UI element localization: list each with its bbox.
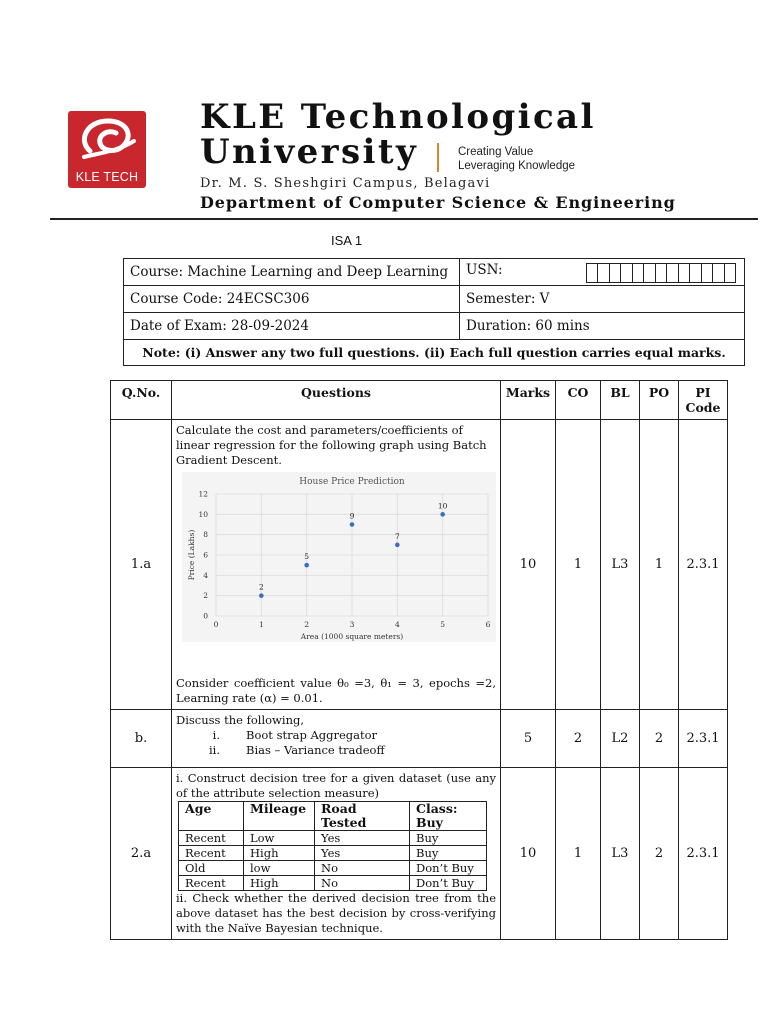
x-tick-label: 5 [440, 620, 446, 629]
exam-info-table [123, 258, 745, 366]
header-marks: Marks [501, 381, 556, 420]
course-code-cell: Course Code: 24ECSC306 [124, 286, 460, 313]
co-2a: 1 [556, 768, 601, 940]
table-row [179, 861, 487, 876]
table-cell: Yes [315, 831, 410, 846]
usn-boxes[interactable] [586, 263, 737, 283]
table-cell: High [244, 846, 315, 861]
y-tick-label: 8 [203, 530, 208, 540]
list-item [176, 743, 496, 758]
bl-2a: L3 [601, 768, 640, 940]
table-cell: No [315, 876, 410, 891]
table-cell: Recent [179, 876, 244, 891]
table-cell: Buy [410, 846, 487, 861]
table-cell: Recent [179, 831, 244, 846]
y-tick-label: 2 [203, 591, 208, 601]
chart-background [182, 472, 496, 642]
data-point [259, 593, 264, 598]
header-pi-line2: Code [685, 400, 721, 415]
scatter-chart [182, 472, 496, 642]
questions-table [110, 380, 728, 940]
data-point [350, 522, 355, 527]
university-logo [68, 111, 146, 188]
marks-1a: 10 [501, 420, 556, 710]
dataset-header: Road Tested [315, 802, 410, 831]
list-item-number: ii. [208, 743, 220, 757]
list-item [176, 728, 496, 743]
exam-note: Note: (i) Answer any two full questions. (ii) Each full question carries equal marks. [124, 340, 745, 366]
header-qno: Q.No. [111, 381, 172, 420]
bl-1b: L2 [601, 710, 640, 768]
question-2a-text2: ii. Check whether the derived decision tree from the above dataset has the best decision by cross-verifying with the Naïve Bayesian technique. [176, 891, 496, 935]
table-cell: No [315, 861, 410, 876]
data-label: 2 [258, 582, 264, 592]
bl-1a: L3 [601, 420, 640, 710]
data-point [440, 512, 445, 517]
question-1a-footer: Consider coefficient value θ₀ =3, θ₁ = 3, epochs =2, Learning rate (α) = 0.01. [176, 676, 496, 705]
usn-label: USN: [466, 261, 503, 278]
table-cell: Buy [410, 831, 487, 846]
data-point [304, 563, 309, 568]
dataset-header: Class: Buy [410, 802, 487, 831]
duration-cell: Duration: 60 mins [460, 313, 745, 340]
co-1b: 2 [556, 710, 601, 768]
question-1b-text: Discuss the following, [176, 713, 304, 727]
table-cell: High [244, 876, 315, 891]
pi-1b: 2.3.1 [679, 710, 728, 768]
usn-cell [460, 259, 745, 286]
y-axis-label: Price (Lakhs) [187, 529, 196, 581]
table-cell: low [244, 861, 315, 876]
y-tick-label: 4 [203, 570, 208, 580]
data-point [395, 543, 400, 548]
co-1a: 1 [556, 420, 601, 710]
question-2a [172, 768, 501, 940]
pi-2a: 2.3.1 [679, 768, 728, 940]
tagline-line2: Leveraging Knowledge [458, 160, 576, 172]
marks-2a: 10 [501, 768, 556, 940]
university-name-line2: University [200, 132, 419, 172]
header-pi-code [679, 381, 728, 420]
qno-1b: b. [111, 710, 172, 768]
question-1a [172, 420, 501, 710]
logo-text: KLE TECH [75, 170, 139, 184]
table-row [179, 876, 487, 891]
tagline-line1: Creating Value [458, 146, 534, 158]
dataset-table [178, 801, 487, 891]
y-tick-label: 6 [203, 550, 208, 560]
qno-1a: 1.a [111, 420, 172, 710]
question-2a-text1: i. Construct decision tree for a given dataset (use any of the attribute selection measure) [176, 771, 496, 800]
table-cell: Don’t Buy [410, 861, 487, 876]
question-row-1b [111, 710, 728, 768]
dataset-header-row [179, 802, 487, 831]
y-tick-label: 10 [198, 509, 208, 519]
po-1a: 1 [640, 420, 679, 710]
table-cell: Don’t Buy [410, 876, 487, 891]
logo-emblem-icon [68, 111, 146, 171]
header-questions: Questions [172, 381, 501, 420]
table-header-row [111, 381, 728, 420]
header-pi-line1: PI [695, 385, 711, 400]
list-item-number: i. [212, 728, 220, 742]
qno-2a: 2.a [111, 768, 172, 940]
table-cell: Yes [315, 846, 410, 861]
list-item-text: Boot strap Aggregator [246, 728, 378, 742]
exam-title: ISA 1 [331, 233, 363, 248]
campus-name: Dr. M. S. Sheshgiri Campus, Belagavi [200, 176, 491, 191]
university-name-line1: KLE Technological [200, 97, 596, 137]
po-2a: 2 [640, 768, 679, 940]
data-label: 5 [304, 552, 310, 562]
x-tick-label: 0 [213, 620, 219, 629]
table-cell: Low [244, 831, 315, 846]
tagline [458, 145, 575, 173]
exam-date-cell: Date of Exam: 28-09-2024 [124, 313, 460, 340]
dataset-header: Age [179, 802, 244, 831]
header-po: PO [640, 381, 679, 420]
data-label: 10 [437, 501, 448, 511]
course-cell: Course: Machine Learning and Deep Learning [124, 259, 460, 286]
question-1b-list [176, 728, 496, 758]
marks-1b: 5 [501, 710, 556, 768]
table-row [179, 846, 487, 861]
question-1b [172, 710, 501, 768]
question-1a-text: Calculate the cost and parameters/coefficients of linear regression for the following graph using Batch Gradient Descent. [176, 423, 487, 467]
y-tick-label: 0 [203, 611, 208, 621]
table-cell: Recent [179, 846, 244, 861]
header-divider [50, 218, 758, 220]
chart-title: House Price Prediction [299, 477, 405, 487]
house-price-chart [182, 472, 496, 646]
pi-1a: 2.3.1 [679, 420, 728, 710]
table-cell: Old [179, 861, 244, 876]
data-label: 9 [349, 511, 355, 521]
y-tick-label: 12 [198, 489, 208, 499]
semester-cell: Semester: V [460, 286, 745, 313]
tagline-divider [437, 143, 439, 172]
po-1b: 2 [640, 710, 679, 768]
x-tick-label: 1 [258, 620, 264, 629]
x-tick-label: 4 [394, 620, 400, 629]
list-item-text: Bias – Variance tradeoff [246, 743, 385, 757]
header-bl: BL [601, 381, 640, 420]
x-axis-label: Area (1000 square meters) [300, 632, 404, 641]
question-row-1a [111, 420, 728, 710]
header-co: CO [556, 381, 601, 420]
x-tick-label: 6 [485, 620, 491, 629]
department-name: Department of Computer Science & Engineering [200, 193, 676, 212]
table-row [179, 831, 487, 846]
x-tick-label: 3 [349, 620, 355, 629]
dataset-header: Mileage [244, 802, 315, 831]
x-tick-label: 2 [304, 620, 310, 629]
question-row-2a [111, 768, 728, 940]
data-label: 7 [394, 531, 400, 541]
